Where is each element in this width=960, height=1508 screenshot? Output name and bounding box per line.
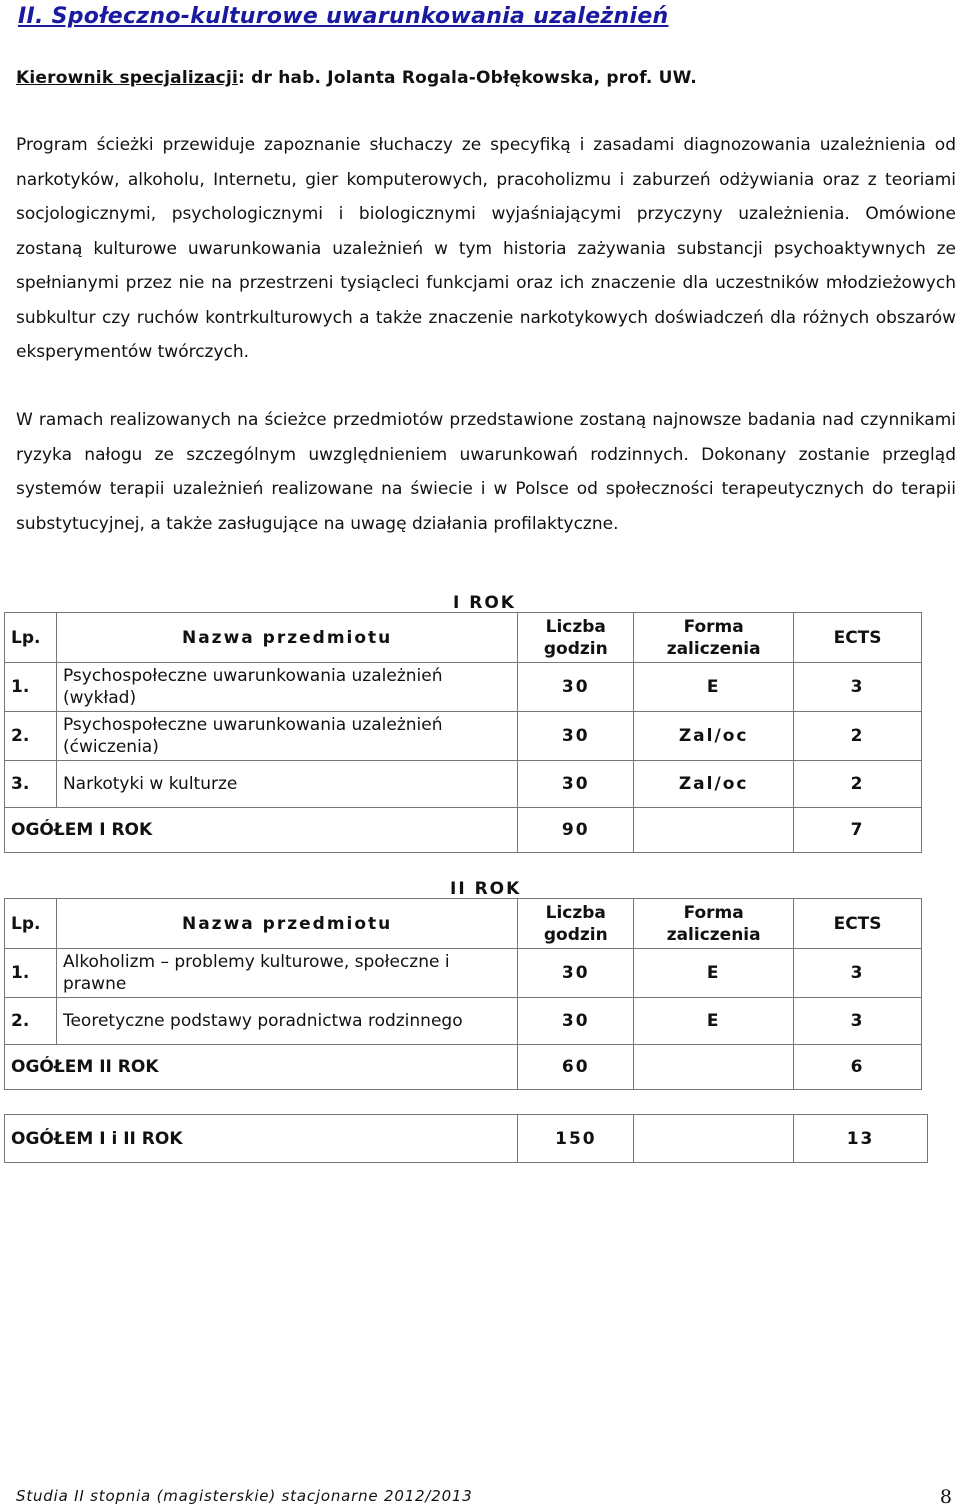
row-form: Zal/oc (634, 712, 794, 761)
col-header-lp: Lp. (5, 613, 57, 663)
year2-label: II ROK (450, 879, 522, 899)
col-header-ects: ECTS (794, 899, 922, 949)
row-lp: 1. (5, 663, 57, 712)
row-ects: 2 (794, 712, 922, 761)
row-lp: 2. (5, 998, 57, 1045)
table-row (5, 761, 922, 808)
row-lp: 3. (5, 761, 57, 808)
year1-total-row (5, 808, 922, 853)
year2-total-row (5, 1045, 922, 1090)
grand-total-label: OGÓŁEM I i II ROK (5, 1115, 518, 1163)
year2-table (4, 898, 922, 1090)
col-header-ects: ECTS (794, 613, 922, 663)
row-form: E (634, 663, 794, 712)
table-row (5, 712, 922, 761)
supervisor-value: : dr hab. Jolanta Rogala-Obłękowska, prof. UW. (238, 68, 697, 88)
col-header-hours: Liczba godzin (518, 899, 634, 949)
grand-total-table (4, 1114, 928, 1163)
row-subject: Teoretyczne podstawy poradnictwa rodzinnego (56, 998, 517, 1045)
row-form: Zal/oc (634, 761, 794, 808)
col-header-name: Nazwa przedmiotu (56, 899, 517, 949)
year2-header-row (5, 899, 922, 949)
program-description-paragraph: Program ścieżki przewiduje zapoznanie słuchaczy ze specyfiką i zasadami diagnozowania uzależnienia od narkotyków, alkoholu, Internetu, gier komputerowych, pracoholizmu i zaburzeń odżywiania oraz z teoriami socjologicznymi, psychologicznymi i biologicznymi wyjaśniającymi przyczyny uzależnienia. Omówione zostaną kulturowe uwarunkowania uzależnień w tym historia zażywania substancji psychoaktywnych ze spełnianymi przez nie na przestrzeni tysiącleci funkcjami oraz ich znaczenie dla uczestników młodzieżowych subkultur czy ruchów kontrkulturowych a także znaczenie narkotykowych doświadczeń dla różnych obszarów eksperymentów twórczych. (16, 135, 956, 362)
col-header-form: Forma zaliczenia (634, 613, 794, 663)
year1-label: I ROK (453, 593, 516, 613)
row-ects: 3 (794, 998, 922, 1045)
col-header-hours: Liczba godzin (518, 613, 634, 663)
row-hours: 30 (518, 998, 634, 1045)
row-form: E (634, 949, 794, 998)
table-row (5, 949, 922, 998)
total-hours: 90 (518, 808, 634, 853)
row-subject: Psychospołeczne uwarunkowania uzależnień (wykład) (56, 663, 517, 712)
row-lp: 2. (5, 712, 57, 761)
total-hours: 60 (518, 1045, 634, 1090)
year1-table (4, 612, 922, 853)
year1-header-row (5, 613, 922, 663)
total-form (634, 808, 794, 853)
grand-total-ects: 13 (794, 1115, 928, 1163)
col-header-form: Forma zaliczenia (634, 899, 794, 949)
grand-total-form (634, 1115, 794, 1163)
col-header-lp: Lp. (5, 899, 57, 949)
grand-total-row (5, 1115, 928, 1163)
row-ects: 2 (794, 761, 922, 808)
total-ects: 6 (794, 1045, 922, 1090)
row-form: E (634, 998, 794, 1045)
page-number: 8 (939, 1486, 952, 1508)
program-details-paragraph: W ramach realizowanych na ścieżce przedmiotów przedstawione zostaną najnowsze badania nad czynnikami ryzyka nałogu ze szczególnym uwzględnieniem uwarunkowań rodzinnych. Dokonany zostanie przegląd systemów terapii uzależnień realizowane na świecie i w Polsce od społeczności terapeutycznych do terapii substytucyjnej, a także zasługujące na uwagę działania profilaktyczne. (16, 410, 956, 534)
total-label: OGÓŁEM II ROK (5, 1045, 518, 1090)
total-ects: 7 (794, 808, 922, 853)
table-row (5, 998, 922, 1045)
row-lp: 1. (5, 949, 57, 998)
row-hours: 30 (518, 949, 634, 998)
supervisor-label: Kierownik specjalizacji (16, 68, 238, 88)
col-header-name: Nazwa przedmiotu (56, 613, 517, 663)
row-ects: 3 (794, 663, 922, 712)
grand-total-hours: 150 (518, 1115, 634, 1163)
page-footer: Studia II stopnia (magisterskie) stacjonarne 2012/2013 (16, 1487, 473, 1505)
row-hours: 30 (518, 712, 634, 761)
row-subject: Psychospołeczne uwarunkowania uzależnień (ćwiczenia) (56, 712, 517, 761)
row-subject: Narkotyki w kulturze (56, 761, 517, 808)
supervisor-line (16, 68, 697, 88)
row-hours: 30 (518, 761, 634, 808)
row-subject: Alkoholizm – problemy kulturowe, społeczne i prawne (56, 949, 517, 998)
row-ects: 3 (794, 949, 922, 998)
total-form (634, 1045, 794, 1090)
table-row (5, 663, 922, 712)
section-heading: II. Społeczno-kulturowe uwarunkowania uzależnień (18, 4, 669, 29)
row-hours: 30 (518, 663, 634, 712)
total-label: OGÓŁEM I ROK (5, 808, 518, 853)
